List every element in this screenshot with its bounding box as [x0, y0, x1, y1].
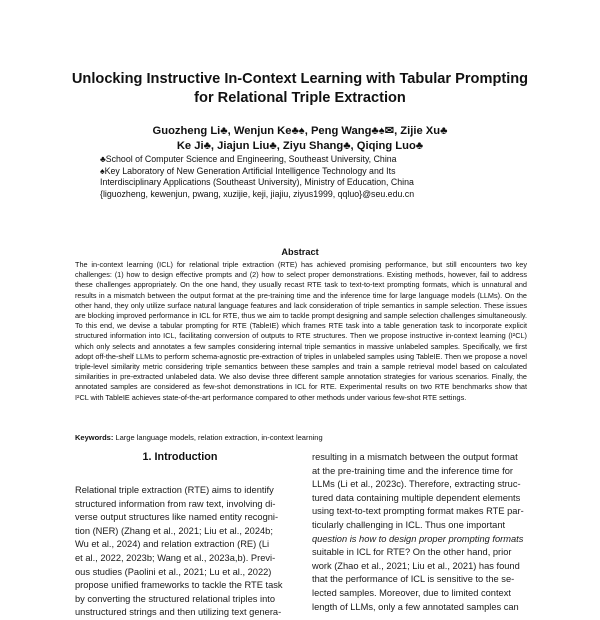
text-line: tion (NER) (Zhang et al., 2021; Liu et al., 2024b; — [75, 525, 273, 536]
affiliations — [100, 154, 500, 200]
text-line: verse output structures like named entity recogni- — [75, 512, 279, 523]
abstract-body: The in-context learning (ICL) for relational triple extraction (RTE) has achieved promising performance, but still encounters two key challenges: (1) how to design effective prompts and (2) how to select proper demonstrations. Existing methods, however, fail to address these challenges appropriately. On the one hand, they usually recast RTE task to text-to-text prompting formats, which is unnatural and results in a mismatch between the output format at the pre-training time and the inference time for large language models (LLMs). On the other hand, they only utilize surface natural language features and lack consideration of triple semantics in sample selection. These issues are blocking improved performance in ICL for RTE, thus we aim to tackle prompt designing and sample selection challenges simultaneously. To this end, we devise a tabular prompting for RTE (TableIE) which frames RTE task into a table generation task to incorporate explicit structured information into ICL, facilitating conversion of outputs to RTE structures. Then we propose instructive in-context learning (I²CL) which only selects and annotates a few samples considering internal triple semantics in massive unlabeled samples. Specifically, we first adopt off-the-shelf LLMs to perform schema-agnostic pre-extraction of triples in unlabeled samples using TableIE. Then we propose a novel triple-level similarity metric considering triple semantics between these samples and train a sample retrieval model based on calculated similarities in pre-extracted unlabeled data. We also devise three different sample annotation strategies for various scenarios. Finally, the annotated samples are considered as few-shot demonstrations in ICL for RTE. Experimental results on two RTE benchmarks show that I²CL with TableIE achieves state-of-the-art performance compared to other methods under various few-shot RTE settings. — [75, 260, 527, 402]
text-line: that the performance of ICL is sensitive to the se- — [312, 574, 515, 585]
text-line: length of LLMs, only a few annotated samples can — [312, 601, 519, 612]
text-line: using text-to-text prompting format makes RTE par- — [312, 506, 524, 517]
text-line: suitable in ICL for RTE? On the other hand, prior — [312, 547, 512, 558]
abstract-heading: Abstract — [281, 247, 319, 257]
title-line: Unlocking Instructive In-Context Learning with Tabular Prompting — [71, 71, 529, 87]
right-column-clip — [306, 446, 532, 612]
text-line: et al., 2022, 2023b; Wang et al., 2023a,b). Previ- — [75, 552, 276, 563]
text-line: by converting the structured relational triples into — [75, 593, 275, 604]
text-line: structured information from raw text, involving di- — [75, 498, 276, 509]
text-line: tured data containing multiple dependent elements — [312, 492, 521, 503]
left-column-clip — [70, 480, 296, 618]
text-line-italic: question is how to design proper prompting formats — [312, 533, 524, 544]
section-heading-introduction: 1. Introduction — [142, 451, 218, 463]
text-line: Relational triple extraction (RTE) aims to identify — [75, 485, 274, 495]
text-line: resulting in a mismatch between the output format — [312, 452, 518, 462]
author-emails: {liguozheng, kewenjun, pwang, xuzijie, keji, jiajiu, ziyus1999, qqluo}@seu.edu.cn — [100, 188, 415, 199]
left-column-text — [75, 484, 290, 620]
affiliation-line: ♣School of Computer Science and Engineering, Southeast University, China — [100, 154, 397, 164]
text-line: lected samples. Moreover, due to limited context — [312, 587, 511, 598]
keywords — [75, 433, 527, 443]
right-column-text — [312, 451, 527, 614]
text-line: unstructured strings and then utilizing text genera- — [75, 607, 282, 618]
text-line: propose unified frameworks to tackle the RTE task — [75, 580, 283, 591]
author-line: Ke Ji♣, Jiajun Liu♣, Ziyu Shang♣, Qiqing Luo♣ — [176, 140, 424, 152]
text-line: ticularly challenging in ICL. Thus one important — [312, 519, 506, 530]
author-line: Guozheng Li♣, Wenjun Ke♣♠, Peng Wang♣♠✉, Zijie Xu♣ — [152, 125, 448, 137]
author-list — [90, 124, 510, 154]
text-line: LLMs (Li et al., 2023c). Therefore, extracting struc- — [312, 479, 521, 490]
text-line: ous studies (Paolini et al., 2021; Lu et al., 2022) — [75, 566, 272, 577]
paper-title — [60, 70, 540, 108]
text-line: at the pre-training time and the inference time for — [312, 465, 514, 476]
affiliation-line: Interdisciplinary Applications (Southeast University), Ministry of Education, China — [100, 177, 414, 188]
affiliation-line: ♠Key Laboratory of New Generation Artificial Intelligence Technology and Its — [100, 165, 396, 176]
text-line: work (Zhao et al., 2021; Liu et al., 2021) has found — [312, 560, 520, 571]
title-line: for Relational Triple Extraction — [194, 90, 406, 106]
keywords-label: Keywords: — [75, 433, 114, 442]
text-line: Wu et al., 2024) and relation extraction (RE) (Li — [75, 539, 270, 550]
keywords-text: Large language models, relation extraction, in-context learning — [115, 433, 323, 442]
